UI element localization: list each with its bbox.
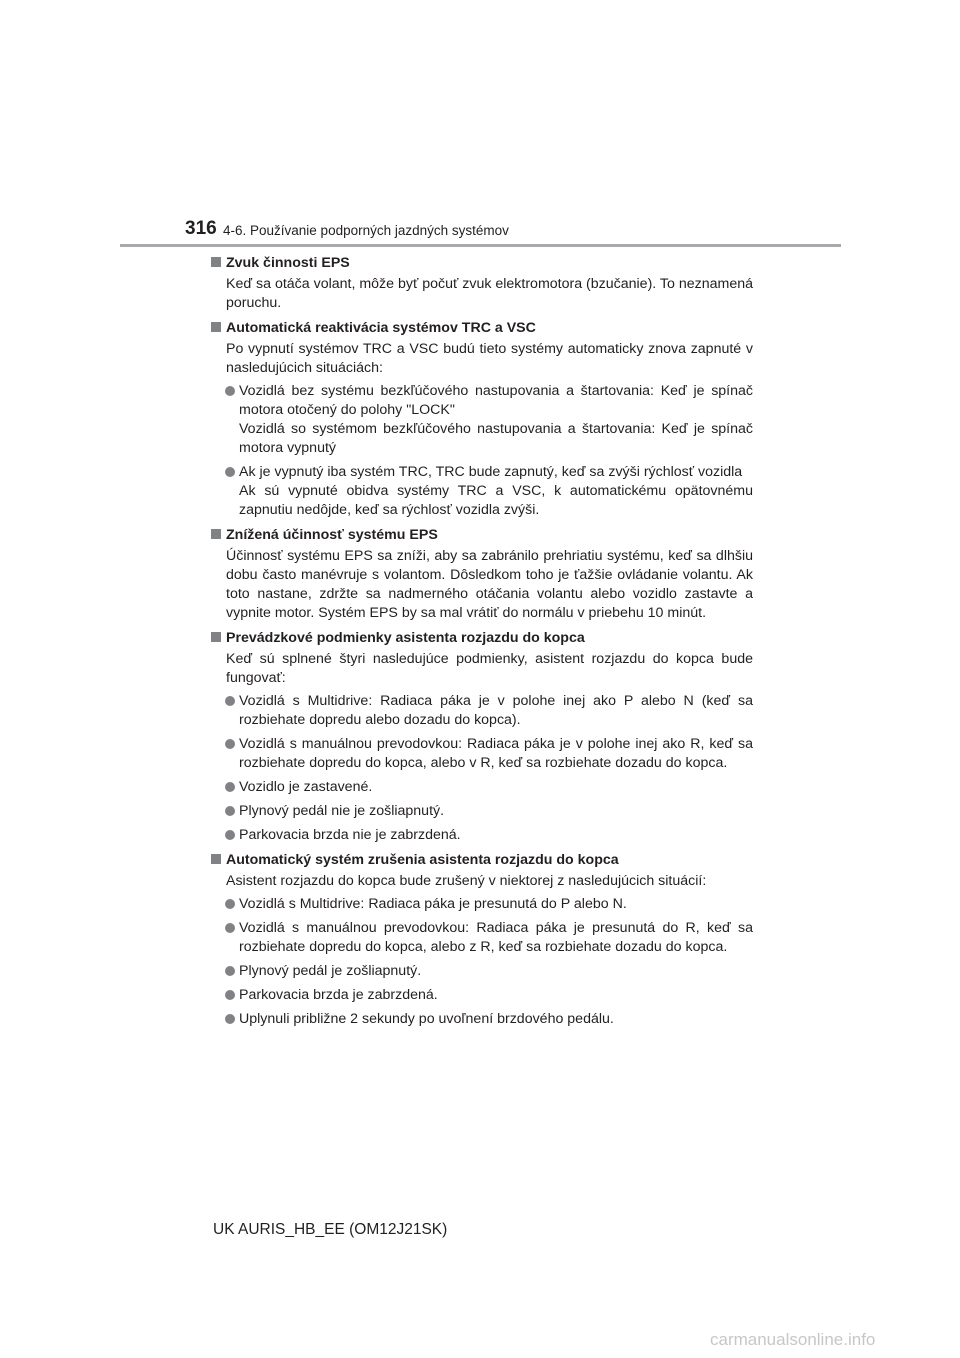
section — [211, 318, 753, 520]
list-item-text: Parkovacia brzda je zabrzdená. — [239, 987, 438, 1003]
round-bullet-icon — [225, 899, 235, 909]
list-item-text: Plynový pedál nie je zošliapnutý. — [239, 803, 445, 819]
square-bullet-icon — [211, 632, 221, 642]
section-heading — [211, 850, 753, 870]
section-heading — [211, 253, 753, 273]
list-item-text: Vozidlá s Multidrive: Radiaca páka je v polohe inej ako P alebo N (keď sa rozbiehate dopredu alebo dozadu do kopca). — [239, 693, 753, 728]
list-item — [211, 802, 753, 821]
list-item-text: Vozidlá s manuálnou prevodovkou: Radiaca páka je presunutá do R, keď sa rozbiehate dopredu do kopca, alebo z R, keď sa rozbiehate dozadu do kopca. — [239, 920, 753, 955]
paragraph: Keď sú splnené štyri nasledujúce podmienky, asistent rozjazdu do kopca bude fungovať: — [226, 651, 753, 686]
list-item — [211, 919, 753, 957]
list-item-text: Vozidlá so systémom bezkľúčového nastupovania a štartovania: Keď je spínač motora vypnutý — [239, 421, 753, 456]
round-bullet-icon — [225, 782, 235, 792]
header-rule — [120, 244, 841, 247]
list-item-text: Parkovacia brzda nie je zabrzdená. — [239, 827, 461, 843]
section-heading-text: Automatický systém zrušenia asistenta rozjazdu do kopca — [226, 852, 619, 868]
section-heading-text: Znížená účinnosť systému EPS — [226, 527, 438, 543]
round-bullet-icon — [225, 830, 235, 840]
list-item-text: Ak je vypnutý iba systém TRC, TRC bude zapnutý, keď sa zvýši rýchlosť vozidla — [239, 464, 743, 480]
paragraph: Účinnosť systému EPS sa zníži, aby sa zabránilo prehriatiu systému, keď sa dlhšiu dobu často manévruje s volantom. Dôsledkom toho je ťažšie ovládanie volantu. Ak toto nastane, zdržte sa nadmerného otáčania volantu alebo vozidlo zastavte a vypnite motor. Systém EPS by sa mal vrátiť do normálu v priebehu 10 minút. — [226, 548, 753, 621]
list-item — [211, 895, 753, 914]
list-item — [211, 778, 753, 797]
list-item-text: Uplynuli približne 2 sekundy po uvoľnení brzdového pedálu. — [239, 1011, 614, 1027]
round-bullet-icon — [225, 966, 235, 976]
list-item — [211, 962, 753, 981]
round-bullet-icon — [225, 696, 235, 706]
chapter-title: 4-6. Používanie podporných jazdných systémov — [223, 223, 509, 238]
round-bullet-icon — [225, 467, 235, 477]
list-item — [211, 692, 753, 730]
section — [211, 628, 753, 845]
list-item-text: Plynový pedál je zošliapnutý. — [239, 963, 422, 979]
page-number: 316 — [185, 218, 217, 239]
list-item-text: Vozidlá s Multidrive: Radiaca páka je presunutá do P alebo N. — [239, 896, 627, 912]
page-content — [211, 253, 753, 1034]
list-item — [211, 463, 753, 520]
list-item — [211, 1010, 753, 1029]
section — [211, 253, 753, 313]
list-item-text: Ak sú vypnuté obidva systémy TRC a VSC, k automatickému opätovnému zapnutiu nedôjde, keď sa rýchlosť vozidla zvýši. — [239, 483, 753, 518]
square-bullet-icon — [211, 854, 221, 864]
round-bullet-icon — [225, 386, 235, 396]
square-bullet-icon — [211, 529, 221, 539]
list-item — [211, 735, 753, 773]
round-bullet-icon — [225, 806, 235, 816]
paragraph: Asistent rozjazdu do kopca bude zrušený v niektorej z nasledujúcich situácií: — [226, 873, 707, 889]
square-bullet-icon — [211, 322, 221, 332]
list-item — [211, 826, 753, 845]
paragraph: Po vypnutí systémov TRC a VSC budú tieto systémy automaticky znova zapnuté v nasledujúcich situáciách: — [226, 341, 753, 376]
round-bullet-icon — [225, 1014, 235, 1024]
section — [211, 850, 753, 1029]
list-item-text: Vozidlá bez systému bezkľúčového nastupovania a štartovania: Keď je spínač motora otočený do polohy "LOCK" — [239, 383, 753, 418]
document-code: UK AURIS_HB_EE (OM12J21SK) — [213, 1221, 448, 1238]
watermark: carmanualsonline.info — [710, 1330, 876, 1349]
list-item-text: Vozidlá s manuálnou prevodovkou: Radiaca páka je v polohe inej ako R, keď sa rozbiehate dopredu do kopca, alebo v R, keď sa rozbiehate dozadu do kopca. — [239, 736, 753, 771]
list-item — [211, 382, 753, 458]
square-bullet-icon — [211, 257, 221, 267]
list-item-text: Vozidlo je zastavené. — [239, 779, 373, 795]
section-heading-text: Automatická reaktivácia systémov TRC a VSC — [226, 320, 536, 336]
section-heading — [211, 318, 753, 338]
list-item — [211, 986, 753, 1005]
round-bullet-icon — [225, 923, 235, 933]
section-heading-text: Prevádzkové podmienky asistenta rozjazdu do kopca — [226, 630, 585, 646]
section-heading — [211, 628, 753, 648]
section — [211, 525, 753, 623]
round-bullet-icon — [225, 739, 235, 749]
paragraph: Keď sa otáča volant, môže byť počuť zvuk elektromotora (bzučanie). To neznamená poruchu. — [226, 276, 753, 311]
round-bullet-icon — [225, 990, 235, 1000]
section-heading — [211, 525, 753, 545]
section-heading-text: Zvuk činnosti EPS — [226, 255, 350, 271]
